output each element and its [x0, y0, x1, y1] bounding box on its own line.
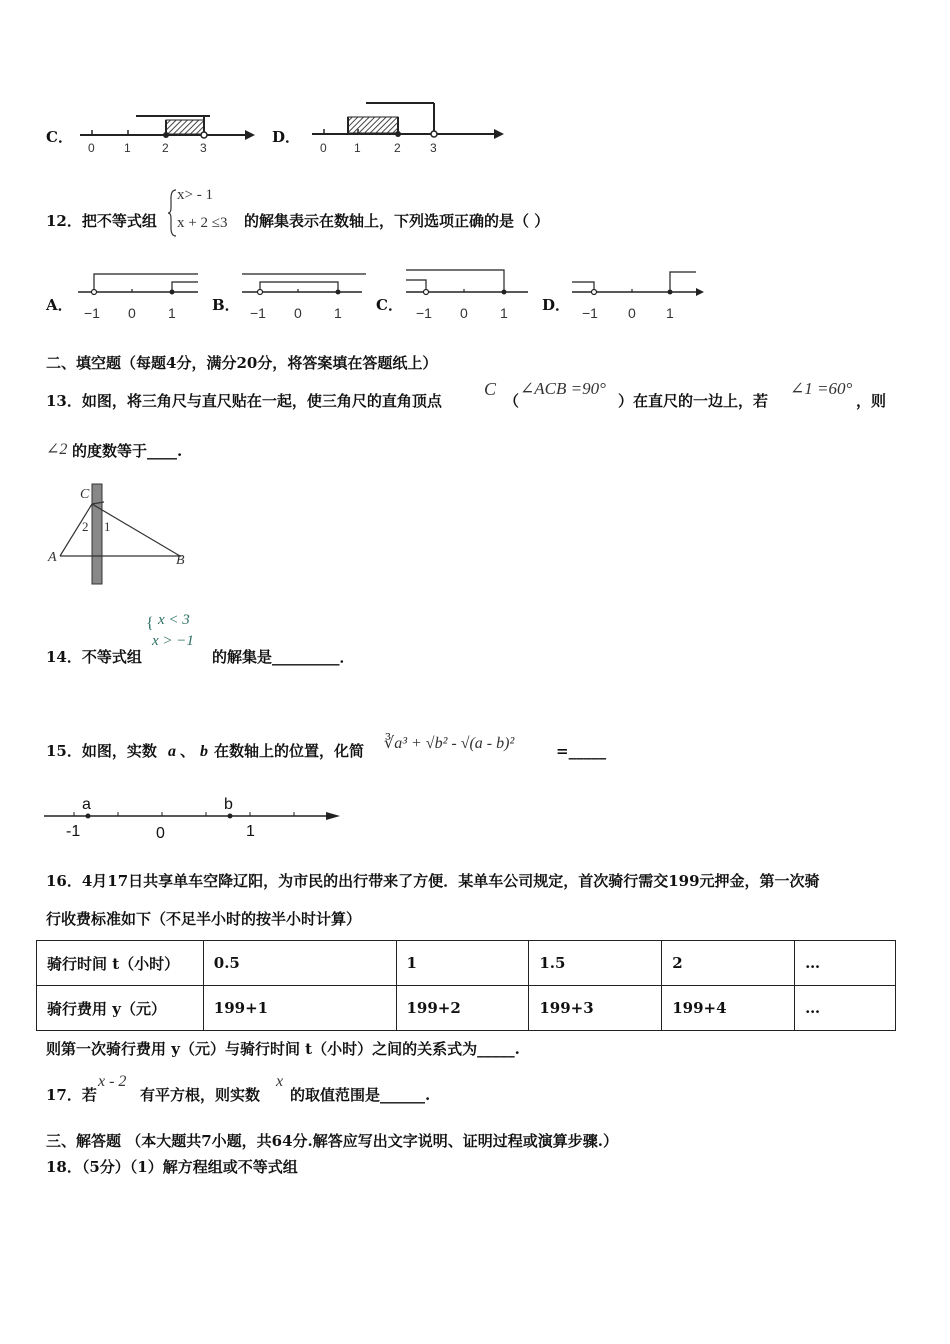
q14-brace: {: [146, 615, 154, 632]
q14-suffix: 的解集是_________．: [212, 648, 355, 666]
table-cell: 1: [396, 941, 529, 986]
q17-var: x: [276, 1073, 284, 1090]
q11-d-tick-0: 0: [320, 141, 327, 155]
q11-c-tick-1: 1: [124, 141, 131, 155]
q13-angle-acb: ∠ACB =90°: [520, 379, 606, 398]
section2-title: 二、填空题（每题4分，满分20分，将答案填在答题纸上）: [46, 354, 438, 372]
table-row: [37, 941, 896, 986]
q15-axis-label-b: b: [224, 796, 233, 813]
q15-prefix: 15．如图，实数: [46, 742, 157, 760]
q12-option-c-number-line: [406, 268, 536, 298]
q12-option-a-label: A．: [46, 296, 73, 314]
q11-c-tick-0: 0: [88, 141, 95, 155]
q13-point-c: C: [484, 379, 497, 399]
q17-suffix: 的取值范围是______.: [290, 1086, 431, 1104]
table-cell: 1.5: [529, 941, 662, 986]
q12-option-b-number-line: [242, 272, 372, 302]
q11-d-tick-1: 1: [354, 141, 361, 155]
q15-text2: 在数轴上的位置，化简: [214, 742, 365, 760]
q12-d-tick-0: −1: [582, 305, 598, 321]
q11-option-d-number-line: [312, 100, 512, 150]
q13-triangle-ruler-figure: [44, 484, 194, 594]
q12-option-c-label: C．: [376, 296, 403, 314]
q16-line2: 行收费标准如下（不足半小时的按半小时计算）: [46, 910, 362, 928]
q14-ineq1: x < 3: [158, 612, 190, 628]
table-row: [37, 986, 896, 1031]
q12-suffix: 的解集表示在数轴上，下列选项正确的是（ ）: [244, 212, 550, 230]
q11-d-tick-2: 2: [394, 141, 401, 155]
q12-c-tick-2: 1: [500, 305, 508, 321]
q15-var-b: b: [200, 743, 208, 760]
q15-answer-blank: =_____: [556, 742, 607, 760]
table-cell: 骑行时间 t（小时）: [37, 941, 204, 986]
q13-fig-label-c: C: [80, 487, 90, 502]
q12-ineq2: x + 2 ≤3: [177, 215, 228, 231]
q11-c-tick-3: 3: [200, 141, 207, 155]
q13-angle-1: ∠1 =60°: [790, 379, 853, 398]
q12-a-tick-0: −1: [84, 305, 100, 321]
q11-option-c-number-line: [80, 108, 280, 158]
q12-d-tick-2: 1: [666, 305, 674, 321]
q15-axis-tick-1: 1: [246, 823, 255, 840]
q12-b-tick-0: −1: [250, 305, 266, 321]
q13-paren-close: ）在直尺的一边上，若: [618, 392, 769, 410]
q13-fig-label-a: A: [48, 550, 57, 565]
table-cell: 骑行费用 y（元）: [37, 986, 204, 1031]
q13-fig-label-b: B: [176, 553, 185, 568]
q12-option-b-label: B．: [212, 296, 240, 314]
q17-expression: x - 2: [98, 1073, 127, 1090]
q11-c-tick-2: 2: [162, 141, 169, 155]
q12-a-tick-2: 1: [168, 305, 176, 321]
table-cell: 199+3: [529, 986, 662, 1031]
q11-d-tick-3: 3: [430, 141, 437, 155]
section3-title: 三、解答题 （本大题共7小题，共64分.解答应写出文字说明、证明过程或演算步骤.）: [46, 1132, 618, 1150]
q12-prefix: 12．把不等式组: [46, 212, 157, 230]
q11-option-c-label: C．: [46, 128, 73, 146]
q12-c-tick-0: −1: [416, 305, 432, 321]
q12-option-a-number-line: [78, 272, 208, 302]
q12-ineq1: x> - 1: [177, 187, 213, 203]
q16-line1: 16．4月17日共享单车空降辽阳，为市民的出行带来了方便．某单车公司规定，首次骑行需交199元押金，第一次骑: [46, 872, 820, 890]
q15-axis-tick-0: 0: [156, 825, 165, 842]
q16-fee-table: [36, 940, 896, 1031]
q12-c-tick-1: 0: [460, 305, 468, 321]
q15-axis-tick-neg1: -1: [66, 823, 81, 840]
q17-mid: 有平方根，则实数: [140, 1086, 261, 1104]
q13-fig-label-2: 2: [82, 519, 89, 534]
q12-option-d-label: D．: [542, 296, 571, 314]
q13-part2: ，则: [856, 392, 887, 410]
q13-paren-open: （: [504, 392, 520, 410]
q12-b-tick-2: 1: [334, 305, 342, 321]
q13-angle-2: ∠2: [46, 441, 68, 458]
q12-option-d-number-line: [572, 270, 722, 300]
q13-fig-label-1: 1: [104, 519, 111, 534]
q12-d-tick-1: 0: [628, 305, 636, 321]
q15-var-a: a: [168, 743, 176, 760]
q15-axis-label-a: a: [82, 796, 91, 813]
table-cell: 199+4: [662, 986, 795, 1031]
q12-a-tick-1: 0: [128, 305, 136, 321]
q16-after-text: 则第一次骑行费用 y（元）与骑行时间 t（小时）之间的关系式为_____.: [46, 1040, 520, 1058]
table-cell: …: [795, 941, 896, 986]
q13-line2: 的度数等于____.: [72, 442, 183, 460]
table-cell: 2: [662, 941, 795, 986]
q14-ineq2: x > −1: [152, 633, 194, 649]
q11-option-d-label: D．: [272, 128, 301, 146]
q17-prefix: 17．若: [46, 1086, 97, 1104]
table-cell: …: [795, 986, 896, 1031]
table-cell: 199+2: [396, 986, 529, 1031]
q15-expression: ∛a³ + √b² - √(a - b)²: [384, 735, 515, 752]
q18-text: 18．（5分）（1）解方程组或不等式组: [46, 1158, 298, 1176]
q13-part1: 13．如图，将三角尺与直尺贴在一起，使三角尺的直角顶点: [46, 392, 442, 410]
q14-prefix: 14．不等式组: [46, 648, 142, 666]
q15-sep: 、: [180, 742, 196, 760]
q12-b-tick-1: 0: [294, 305, 302, 321]
table-cell: 0.5: [203, 941, 396, 986]
table-cell: 199+1: [203, 986, 396, 1031]
